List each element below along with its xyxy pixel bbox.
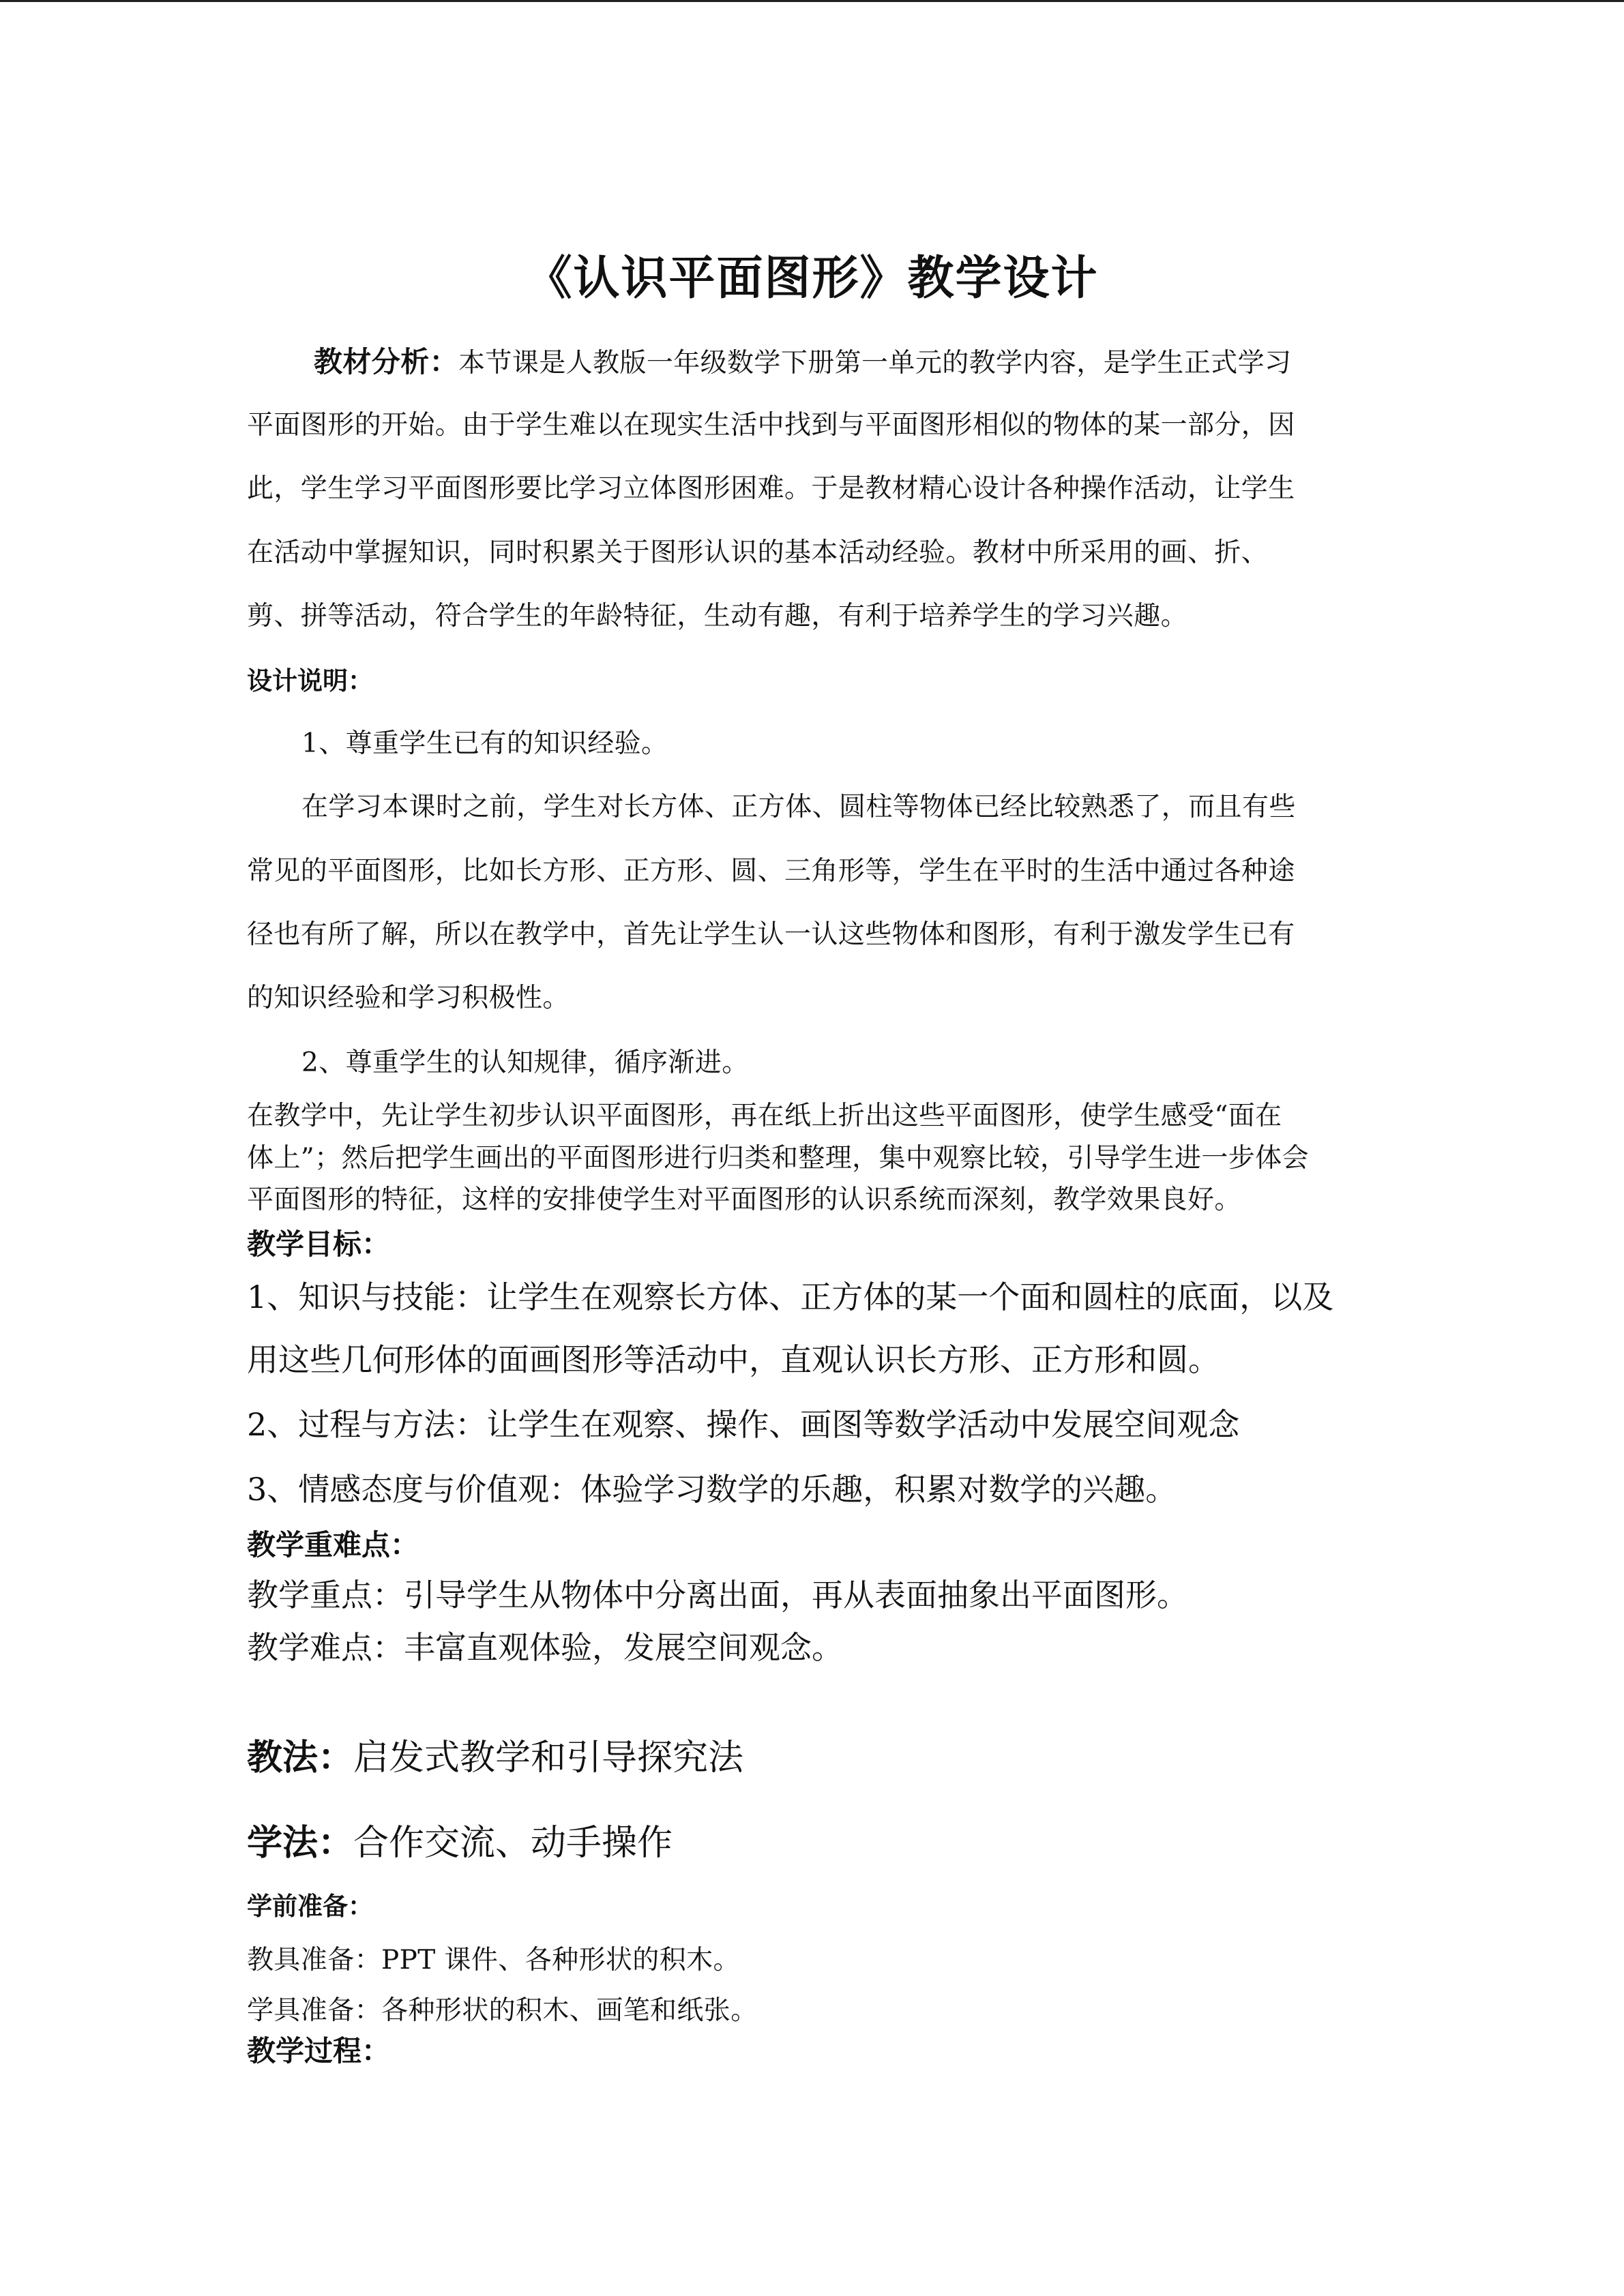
page-top-border [0,0,1624,2]
preparation-heading: 学前准备： [247,1892,373,1921]
goal-line: 用这些几何形体的面画图形等活动中，直观认识长方形、正方形和圆。 [247,1341,1220,1378]
material-analysis-line: 此，学生学习平面图形要比学习立体图形困难。于是教材精心设计各种操作活动，让学生 [247,473,1295,504]
teaching-method-label: 教法： [247,1738,354,1778]
design-point-2-line: 在教学中，先让学生初步认识平面图形，再在纸上折出这些平面图形，使学生感受“面在 [247,1101,1282,1131]
goals-heading: 教学目标： [247,1227,391,1261]
material-analysis-first-line [314,340,1291,381]
design-point-2-line: 体上”；然后把学生画出的平面图形进行归类和整理，集中观察比较，引导学生进一步体会 [247,1143,1309,1174]
material-analysis-line: 平面图形的开始。由于学生难以在现实生活中找到与平面图形相似的物体的某一部分，因 [247,410,1295,441]
learning-method-value: 合作交流、动手操作 [353,1823,673,1864]
learning-method-label: 学法： [247,1823,354,1864]
design-point-1-line: 的知识经验和学习积极性。 [247,983,570,1013]
design-notes-heading: 设计说明： [247,666,373,696]
design-point-1-line: 在学习本课时之前，学生对长方体、正方体、圆柱等物体已经比较熟悉了，而且有些 [301,792,1296,822]
preparation-line: 教具准备：PPT 课件、各种形状的积木。 [247,1945,740,1976]
design-point-1-line: 径也有所了解，所以在教学中，首先让学生认一认这些物体和图形，有利于激发学生已有 [247,919,1295,950]
goal-line: 2、过程与方法：让学生在观察、操作、画图等数学活动中发展空间观念 [247,1406,1240,1443]
key-point-line: 教学重点：引导学生从物体中分离出面，再从表面抽象出平面图形。 [247,1577,1188,1613]
material-analysis-line: 在活动中掌握知识，同时积累关于图形认识的基本活动经验。教材中所采用的画、折、 [247,537,1269,568]
material-analysis-line: 剪、拼等活动，符合学生的年龄特征，生动有趣，有利于培养学生的学习兴趣。 [247,601,1188,631]
preparation-line: 学具准备：各种形状的积木、画笔和纸张。 [247,1995,758,2026]
material-analysis-line: 本节课是人教版一年级数学下册第一单元的教学内容，是学生正式学习 [458,348,1292,378]
key-points-heading: 教学重难点： [247,1528,419,1562]
design-point-2-line: 平面图形的特征，这样的安排使学生对平面图形的认识系统而深刻，教学效果良好。 [247,1184,1241,1215]
document-title: 《认识平面图形》教学设计 [525,251,1099,305]
goal-line: 3、情感态度与价值观：体验学习数学的乐趣，积累对数学的兴趣。 [247,1471,1177,1508]
material-analysis-label: 教材分析： [314,345,459,378]
design-point-1: 1、尊重学生已有的知识经验。 [301,728,668,759]
design-point-1-line: 常见的平面图形，比如长方形、正方形、圆、三角形等，学生在平时的生活中通过各种途 [247,856,1295,886]
goal-line: 1、知识与技能：让学生在观察长方体、正方体的某一个面和圆柱的底面，以及 [247,1279,1334,1315]
process-heading: 教学过程： [247,2034,391,2068]
teaching-method [247,1729,743,1780]
teaching-method-value: 启发式教学和引导探究法 [353,1738,744,1778]
learning-method [247,1814,673,1865]
key-point-line: 教学难点：丰富直观体验，发展空间观念。 [247,1629,843,1666]
design-point-2: 2、尊重学生的认知规律，循序渐进。 [301,1047,749,1078]
